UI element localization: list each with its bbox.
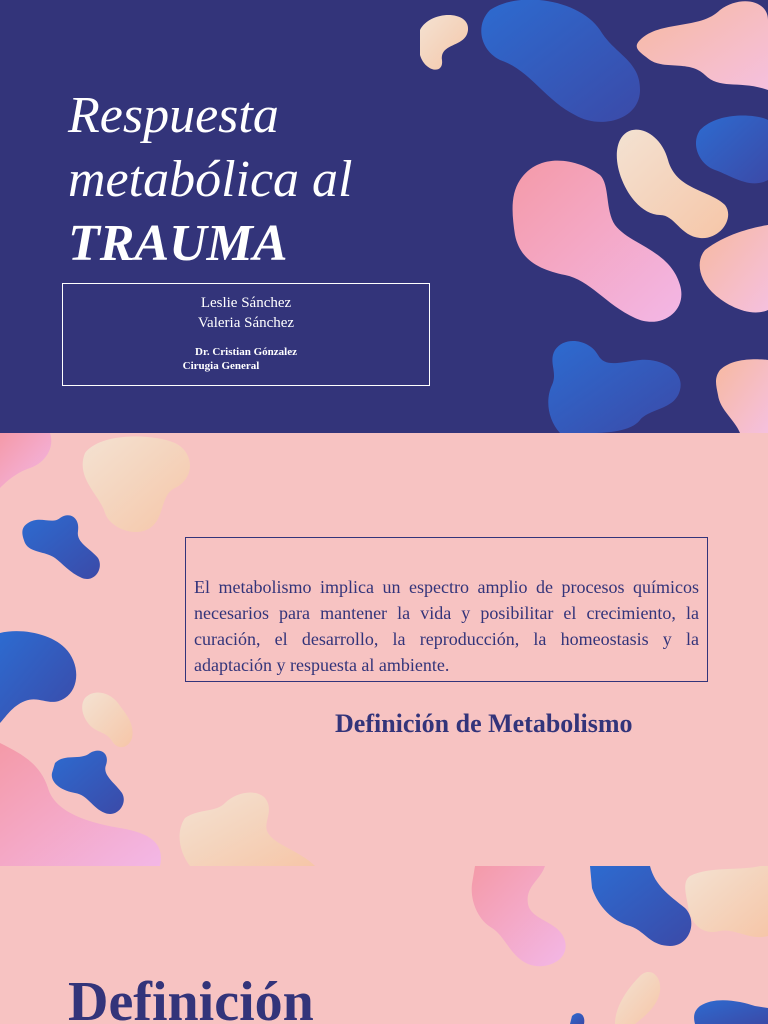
blue-blob	[22, 515, 100, 579]
cream-blob	[615, 972, 660, 1024]
title-line-2: metabólica al	[68, 151, 353, 208]
department-name: Cirugia General	[182, 360, 260, 372]
section-heading: Definición	[68, 971, 314, 1024]
presentation-title	[68, 84, 353, 276]
definition-title-slide	[0, 866, 768, 1024]
blue-blob	[548, 341, 680, 433]
blue-blob	[590, 866, 691, 946]
pink-blob	[0, 433, 51, 488]
cream-blob	[83, 436, 190, 532]
blue-blob	[696, 116, 768, 184]
authors-box	[62, 283, 430, 386]
peach-blob	[637, 1, 768, 90]
definition-slide	[0, 433, 768, 866]
blue-blob	[694, 1000, 768, 1024]
definition-heading: Definición de Metabolismo	[335, 709, 633, 738]
blue-blob	[0, 631, 76, 723]
blue-blob	[481, 0, 640, 122]
title-line-1: Respuesta	[68, 87, 279, 144]
title-slide	[0, 0, 768, 433]
cream-blob	[420, 15, 468, 70]
cream-blob	[685, 866, 768, 937]
definition-text: El metabolismo implica un espectro amplio de procesos químicos necesarios para mantener la vida y posibilitar el crecimiento, la curación, el desarrollo, la reproducción, la homeostasis y la adaptación y respuesta al ambiente.	[194, 577, 699, 675]
peach-blob	[716, 359, 768, 433]
definition-text-box	[185, 537, 708, 682]
blue-blob	[570, 1013, 584, 1024]
author-name: Valeria Sánchez	[197, 315, 295, 331]
title-emphasis: TRAUMA	[68, 215, 288, 272]
author-name: Leslie Sánchez	[200, 295, 292, 311]
blue-blob	[52, 751, 124, 814]
peach-blob	[700, 225, 768, 312]
cream-blob	[82, 693, 132, 748]
doctor-name: Dr. Cristian Gónzalez	[195, 346, 297, 358]
cream-blob	[180, 793, 315, 866]
pink-blob	[472, 866, 566, 966]
